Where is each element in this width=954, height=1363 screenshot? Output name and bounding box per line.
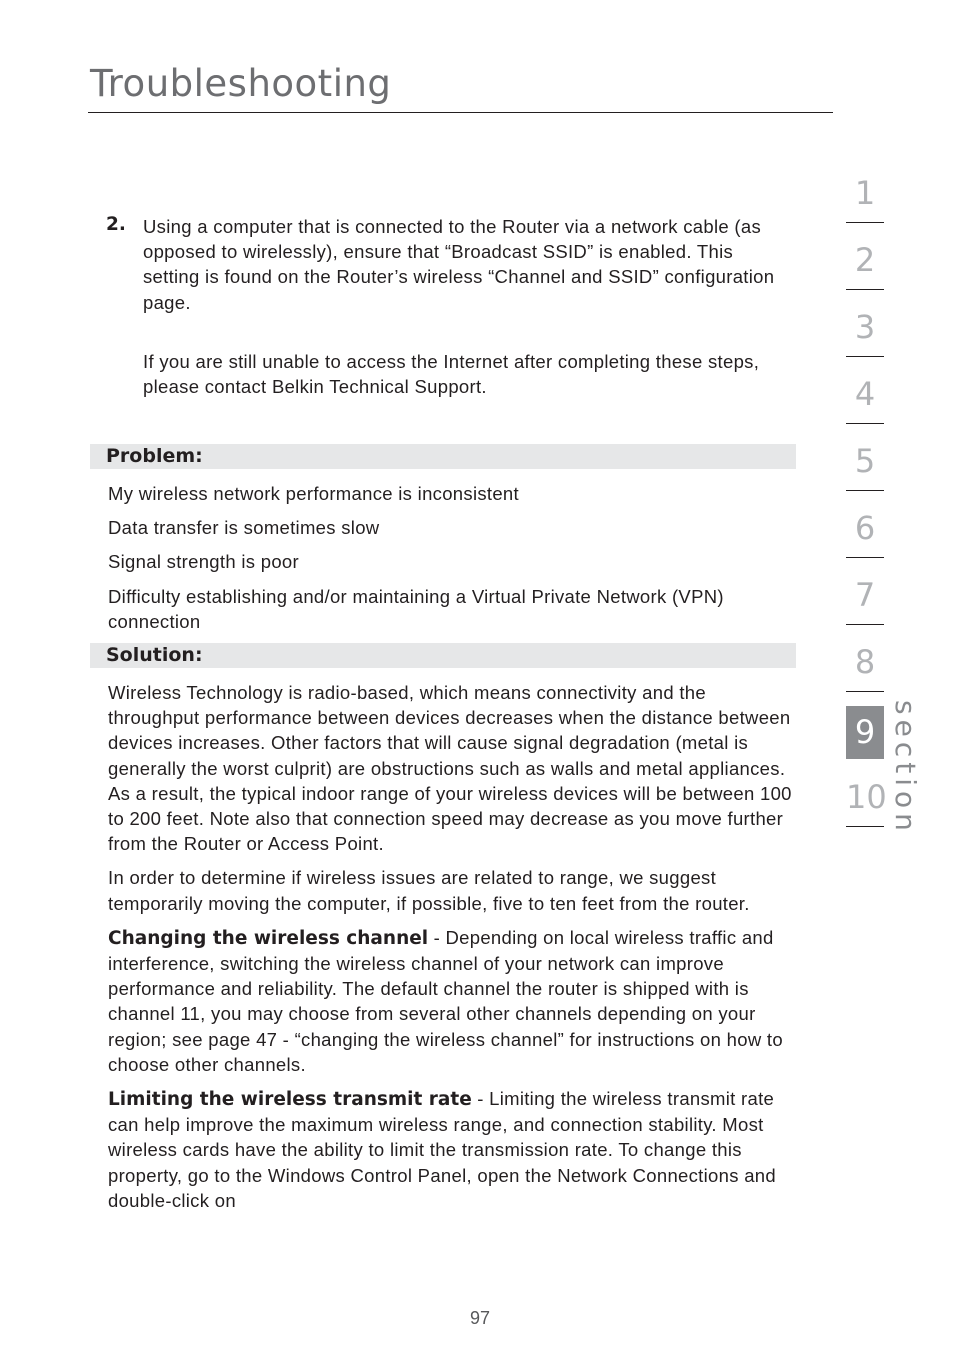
section-tab-8[interactable]: 8 [846, 639, 884, 685]
solution-paragraph: Wireless Technology is radio-based, which means connectivity and the throughput performance between devices decreases when the distance between devices increases. Other factors that will cause signal degradation (metal is generally the worst culprit) are obstructions such as walls and metal appliances. As a result, the typical indoor range of your wireless devices will be between 100 to 200 feet. Note also that connection speed may decrease as you move further from the Router or Access Point. [108, 682, 792, 855]
channel-text: - Depending on local wireless traffic and interference, switching the wireless channel of your network can improve performance and reliability. The default channel the router is shipped with is channel 11, you may choose from several other channels depending on your region; see page 47 - “changing the wireless channel” for instructions on how to choose other channels. [108, 926, 783, 1075]
channel-lead: Changing the wireless channel [108, 927, 429, 949]
section-tab-4[interactable]: 4 [846, 371, 884, 417]
problem-item: Signal strength is poor [108, 551, 299, 573]
step-note: If you are still unable to access the Internet after completing these steps, please contact Belkin Technical Support. [143, 351, 760, 398]
solution-paragraph-transmit [108, 1086, 798, 1213]
transmit-text: - Limiting the wireless transmit rate can help improve the maximum wireless range, and connection stability. Most wireless cards have the ability to limit the transmission rate. To change this property, go to the Windows Control Panel, open the Network Connections and double-click on [108, 1088, 776, 1211]
transmit-lead: Limiting the wireless transmit rate [108, 1089, 472, 1111]
page-title: Troubleshooting [90, 62, 392, 105]
problem-list [108, 481, 788, 643]
section-tab-7[interactable]: 7 [846, 572, 884, 618]
solution-paragraph-channel [108, 925, 798, 1077]
problem-item: Difficulty establishing and/or maintaining a Virtual Private Network (VPN) connection [108, 585, 724, 632]
section-label: section [889, 700, 922, 836]
solution-content [108, 680, 798, 1222]
section-tab-6[interactable]: 6 [846, 505, 884, 551]
header-divider [88, 112, 833, 113]
section-tab-1[interactable]: 1 [846, 170, 884, 216]
section-tab-3[interactable]: 3 [846, 304, 884, 350]
section-tab-9-active[interactable]: 9 [846, 706, 884, 759]
solution-heading-bar [90, 643, 796, 668]
problem-item: Data transfer is sometimes slow [108, 517, 380, 539]
section-tab-5[interactable]: 5 [846, 438, 884, 484]
section-tab-2[interactable]: 2 [846, 237, 884, 283]
page-number: 97 [469, 1308, 491, 1328]
solution-heading: Solution: [106, 644, 203, 666]
step-number: 2. [106, 214, 126, 235]
section-tab-10[interactable]: 10 [846, 774, 884, 820]
step-text: Using a computer that is connected to the Router via a network cable (as opposed to wirelessly), ensure that “Broadcast SSID” is enabled. This setting is found on the Router’s wireless “Channel and SSID” configuration page. [143, 216, 775, 313]
solution-paragraph: In order to determine if wireless issues are related to range, we suggest temporarily moving the computer, if possible, five to ten feet from the router. [108, 867, 750, 914]
problem-item: My wireless network performance is inconsistent [108, 483, 519, 504]
problem-heading-bar [90, 444, 796, 469]
problem-heading: Problem: [106, 445, 203, 467]
